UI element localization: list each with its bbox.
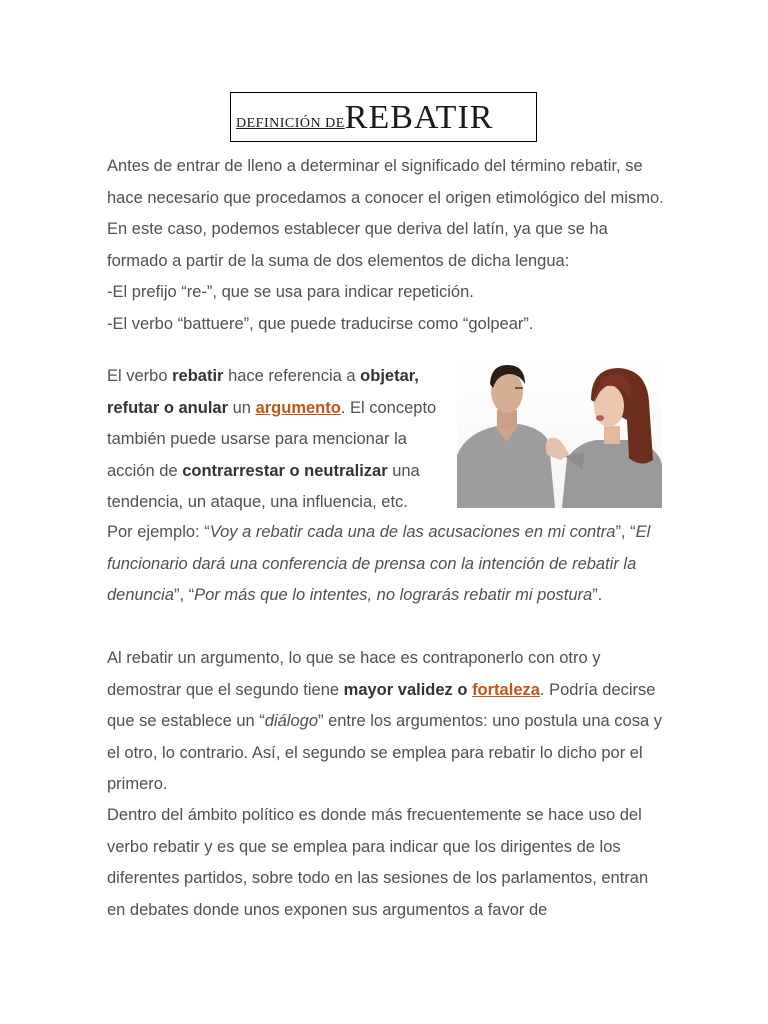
text-run: . Podría decirse que se establece un “ bbox=[107, 680, 656, 730]
text-run: hace referencia a bbox=[223, 367, 361, 385]
bold-contrarrestar: contrarrestar o neutralizar bbox=[182, 461, 388, 480]
title-word: REBATIR bbox=[344, 99, 494, 136]
title-prefix: DEFINICIÓN DE bbox=[236, 116, 345, 131]
examples-text bbox=[107, 517, 667, 612]
text-run: un bbox=[228, 398, 256, 417]
verb-line: -El verbo “battuere”, que puede traducirse como “golpear”. bbox=[107, 314, 534, 333]
definition-text bbox=[107, 361, 452, 519]
text-run: Por ejemplo: “ bbox=[107, 523, 210, 541]
text-run: una tendencia, un ataque, una influencia, etc. bbox=[107, 461, 420, 511]
example-2: El funcionario dará una conferencia de prensa con la intención de rebatir la denuncia bbox=[107, 523, 651, 604]
political-paragraph bbox=[107, 800, 667, 926]
bold-validez: mayor validez o bbox=[343, 680, 468, 699]
prefix-line: -El prefijo “re-”, que se usa para indicar repetición. bbox=[107, 283, 474, 301]
dialogo-italic: diálogo bbox=[264, 712, 318, 730]
fortaleza-link[interactable]: fortaleza bbox=[472, 680, 540, 699]
text-run: . El concepto también puede usarse para mencionar la acción de bbox=[107, 398, 437, 480]
text-run: ”. bbox=[592, 586, 603, 604]
argument-paragraph bbox=[107, 643, 667, 801]
text-run: Al rebatir un argumento, lo que se hace es contraponerlo con otro y demostrar que el segundo tiene bbox=[107, 649, 601, 699]
title-box bbox=[230, 92, 537, 142]
debate-photo bbox=[457, 360, 662, 508]
text-run: ” entre los argumentos: uno postula una cosa y el otro, lo contrario. Así, el segundo se emplea para rebatir lo dicho por el primero. bbox=[107, 712, 662, 793]
text-run: ”, “ bbox=[173, 586, 195, 604]
bold-objetar: objetar, refutar o anular bbox=[107, 367, 419, 417]
text-run: El verbo bbox=[107, 367, 173, 385]
argumento-link[interactable]: argumento bbox=[255, 398, 341, 417]
intro-paragraph: Antes de entrar de lleno a determinar el significado del término rebatir, se hace necesario que procedamos a conocer el origen etimológico del mismo. En este caso, podemos establecer que deriva del latín, ya que se ha formado a partir de la suma de dos elementos de dicha lengua: bbox=[107, 157, 664, 270]
examples-paragraph bbox=[107, 517, 667, 612]
definition-paragraph bbox=[107, 361, 452, 519]
example-1: Voy a rebatir cada una de las acusaciones en mi contra bbox=[209, 523, 616, 541]
example-3: Por más que lo intentes, no lograrás rebatir mi postura bbox=[194, 586, 593, 604]
political-text: Dentro del ámbito político es donde más frecuentemente se hace uso del verbo rebatir y es que se emplea para indicar que los dirigentes de los diferentes partidos, sobre todo en las sesiones de los parlamentos, entran en debates donde unos exponen sus argumentos a favor de bbox=[107, 806, 649, 919]
bold-rebatir: rebatir bbox=[172, 367, 224, 385]
intro-section bbox=[107, 151, 667, 340]
text-run: ”, “ bbox=[615, 523, 636, 541]
argument-text bbox=[107, 643, 667, 801]
